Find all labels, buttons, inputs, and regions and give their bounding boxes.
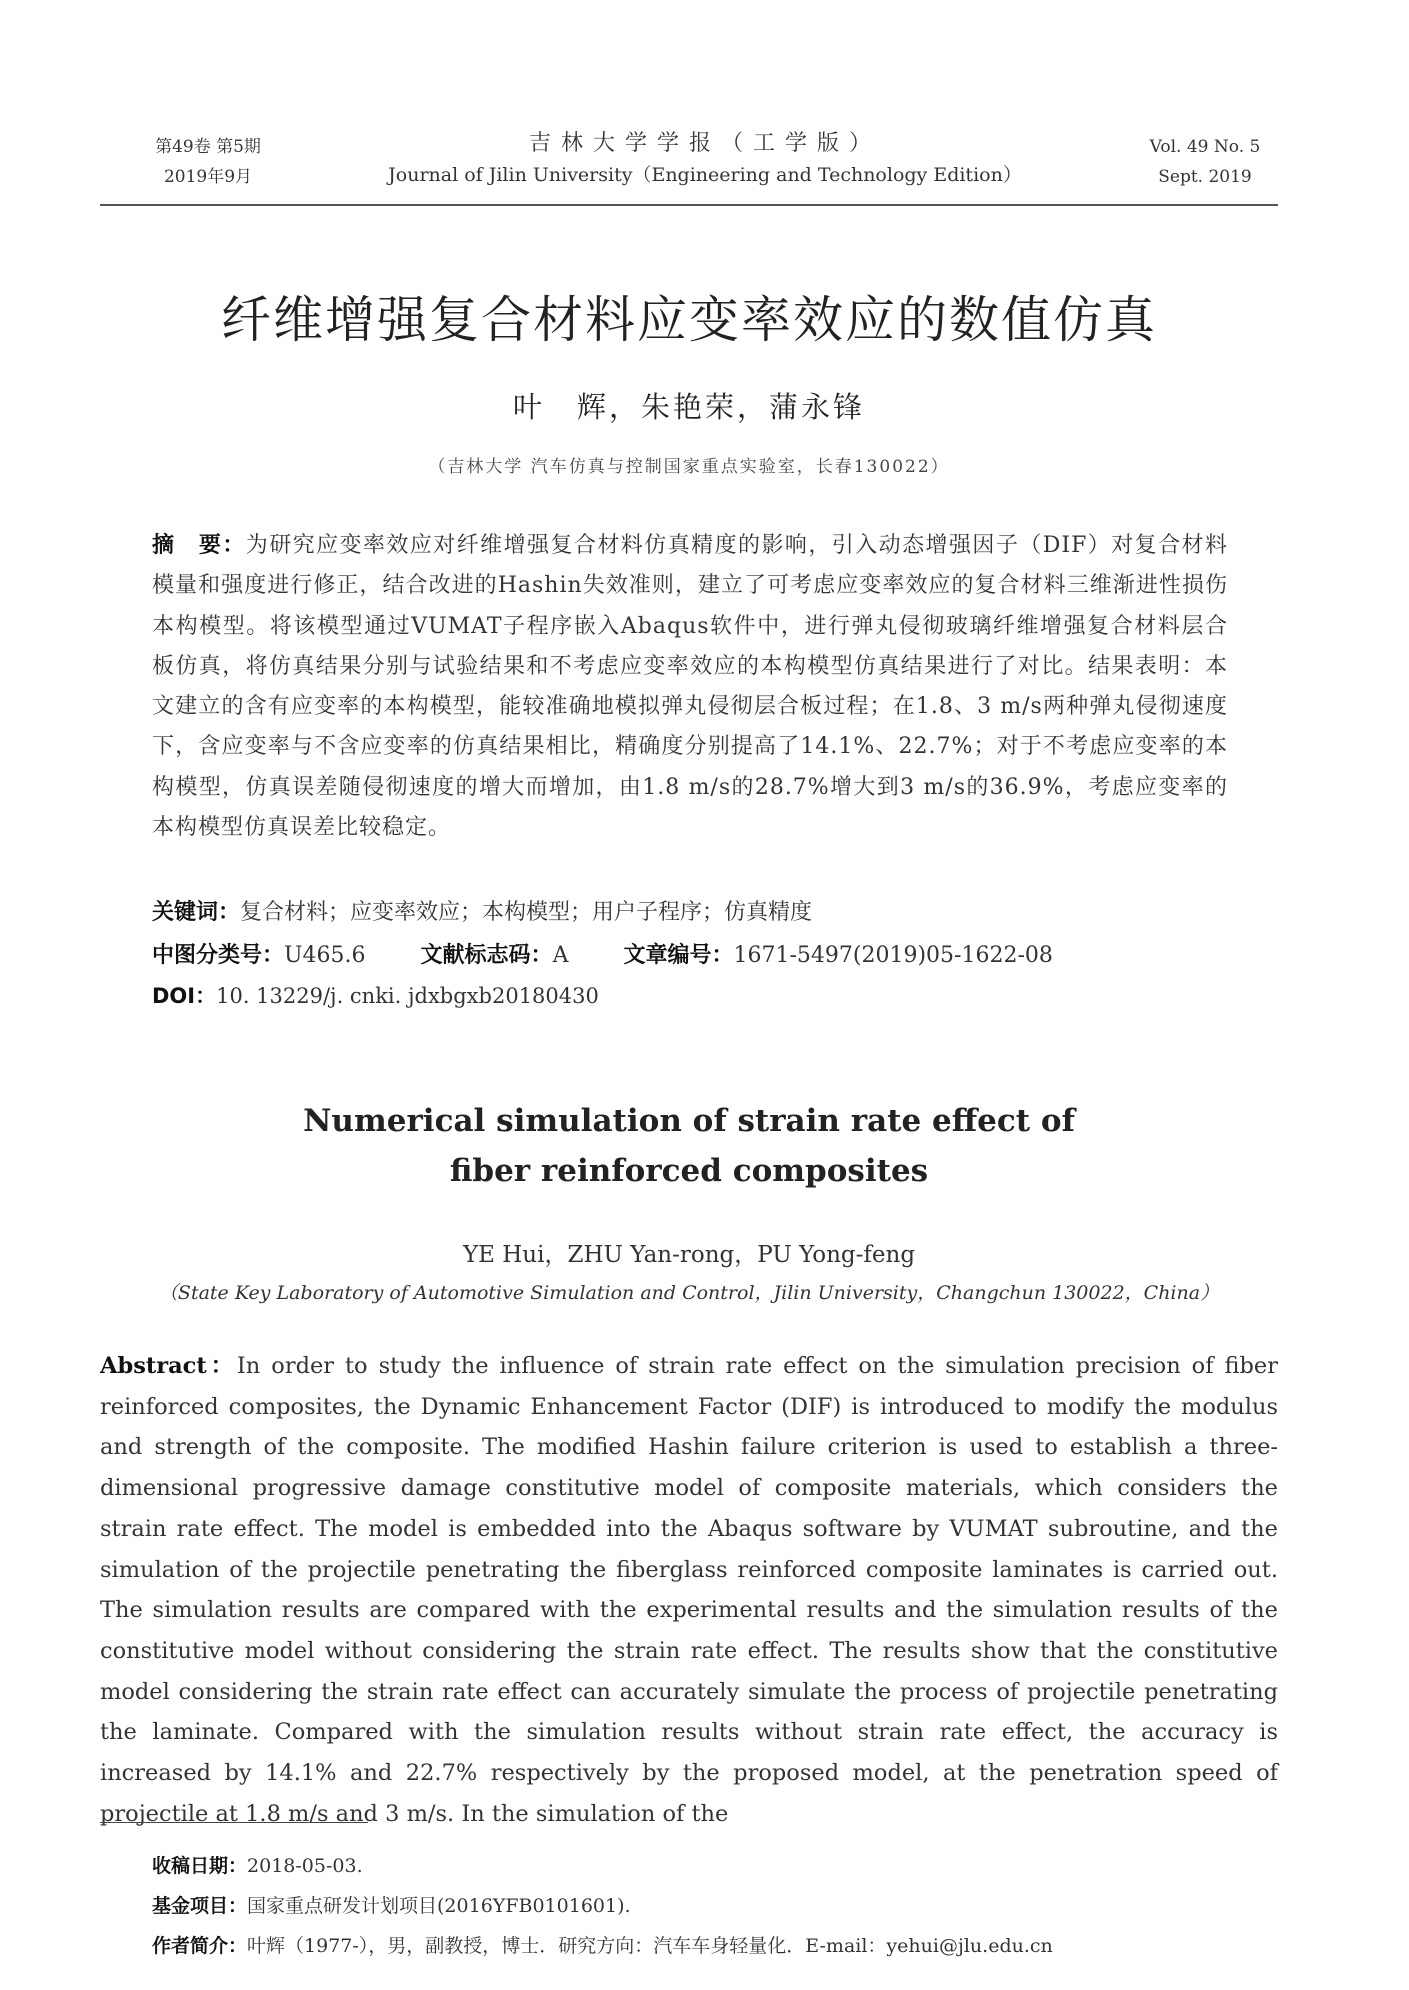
affiliation-en: （State Key Laboratory of Automotive Simulation and Control，Jilin University，Changchun 130022，China）	[158, 1282, 1220, 1304]
article-number-label: 文章编号：	[623, 943, 734, 968]
paper-title-en-line2: fiber reinforced composites	[449, 1153, 929, 1189]
publication-date-cn: 2019年9月	[163, 167, 253, 187]
fund-project	[152, 1886, 1252, 1926]
authors-en: YE Hui，ZHU Yan-rong，PU Yong-feng	[462, 1242, 916, 1268]
volume-issue: 第49卷 第5期	[155, 137, 261, 157]
journal-name-en: Journal of Jilin University（Engineering and Technology Edition）	[388, 164, 1022, 186]
doi-label: DOI：	[152, 984, 217, 1008]
doi-value: 10. 13229/j. cnki. jdxbgxb20180430	[216, 984, 599, 1008]
received-date-label: 收稿日期：	[152, 1855, 248, 1877]
footnotes	[152, 1846, 1252, 1966]
clc-value: U465.6	[284, 943, 366, 968]
received-date-value: 2018-05-03.	[247, 1855, 363, 1877]
affiliation-cn: （吉林大学 汽车仿真与控制国家重点实验室，长春130022）	[428, 457, 950, 477]
document-code-label: 文献标志码：	[420, 943, 553, 968]
footnote-divider	[100, 1822, 368, 1823]
volume-issue-en: Vol. 49 No. 5	[1149, 137, 1261, 157]
author-bio-label: 作者简介：	[152, 1935, 248, 1957]
classification-line	[152, 938, 1228, 969]
publication-date-en: Sept. 2019	[1158, 167, 1252, 187]
abstract-cn-label: 摘 要：	[152, 533, 246, 558]
author-bio-value: 叶辉（1977-），男，副教授，博士．研究方向：汽车车身轻量化．E-mail：yehui@jlu.edu.cn	[247, 1935, 1053, 1957]
abstract-en-label: Abstract：	[100, 1353, 237, 1379]
keywords-cn-text: 复合材料；应变率效应；本构模型；用户子程序；仿真精度	[240, 900, 813, 925]
paper-title-cn: 纤维增强复合材料应变率效应的数值仿真	[221, 291, 1157, 349]
article-number	[623, 938, 1052, 969]
paper-title-en-line1: Numerical simulation of strain rate effect of	[303, 1103, 1075, 1139]
article-number-value: 1671-5497(2019)05-1622-08	[733, 943, 1053, 968]
keywords-cn-label: 关键词：	[152, 900, 241, 925]
keywords-cn	[152, 895, 1228, 926]
volume-issue-info-en	[1110, 132, 1300, 192]
fund-project-label: 基金项目：	[152, 1895, 248, 1917]
clc-number	[152, 938, 366, 969]
authors-cn: 叶 辉，朱艳荣，蒲永锋	[512, 390, 865, 424]
abstract-en-text: In order to study the influence of strain rate effect on the simulation precision of fiber reinforced composites, the Dynamic Enhancement Factor (DIF) is introduced to modify the modulus and strength of the composite. The modified Hashin failure criterion is used to establish a three-dimensional progressive damage constitutive model of composite materials, which considers the strain rate effect. The model is embedded into the Abaqus software by VUMAT subroutine, and the simulation of the projectile penetrating the fiberglass reinforced composite laminates is carried out. The simulation results are compared with the experimental results and the simulation results of the constitutive model without considering the strain rate effect. The results show that the constitutive model considering the strain rate effect can accurately simulate the process of projectile penetrating the laminate. Compared with the simulation results without strain rate effect, the accuracy is increased by 14.1% and 22.7% respectively by the proposed model, at the penetration speed of projectile at 1.8 m/s and 3 m/s. In the simulation of the	[100, 1353, 1279, 1827]
document-code-value: A	[552, 943, 569, 968]
received-date	[152, 1846, 1252, 1886]
journal-name	[330, 128, 1080, 190]
journal-name-cn: 吉林大学学报（工学版）	[528, 131, 881, 156]
clc-label: 中图分类号：	[152, 943, 285, 968]
paper-title-en	[100, 1096, 1278, 1196]
doi-line	[152, 980, 1228, 1010]
header-divider	[100, 204, 1278, 206]
abstract-cn-text: 为研究应变率效应对纤维增强复合材料仿真精度的影响，引入动态增强因子（DIF）对复合材料模量和强度进行修正，结合改进的Hashin失效准则，建立了可考虑应变率效应的复合材料三维渐进性损伤本构模型。将该模型通过VUMAT子程序嵌入Abaqus软件中，进行弹丸侵彻玻璃纤维增强复合材料层合板仿真，将仿真结果分别与试验结果和不考虑应变率效应的本构模型仿真结果进行了对比。结果表明：本文建立的含有应变率的本构模型，能较准确地模拟弹丸侵彻层合板过程；在1.8、3 m/s两种弹丸侵彻速度下，含应变率与不含应变率的仿真结果相比，精确度分别提高了14.1%、22.7%；对于不考虑应变率的本构模型，仿真误差随侵彻速度的增大而增加，由1.8 m/s的28.7%增大到3 m/s的36.9%，考虑应变率的本构模型仿真误差比较稳定。	[152, 533, 1228, 841]
volume-issue-info	[118, 132, 298, 192]
abstract-en	[100, 1346, 1278, 1834]
author-bio	[152, 1926, 1252, 1966]
fund-project-value: 国家重点研发计划项目(2016YFB0101601).	[247, 1895, 631, 1917]
abstract-cn	[152, 526, 1228, 848]
document-code	[421, 938, 569, 969]
